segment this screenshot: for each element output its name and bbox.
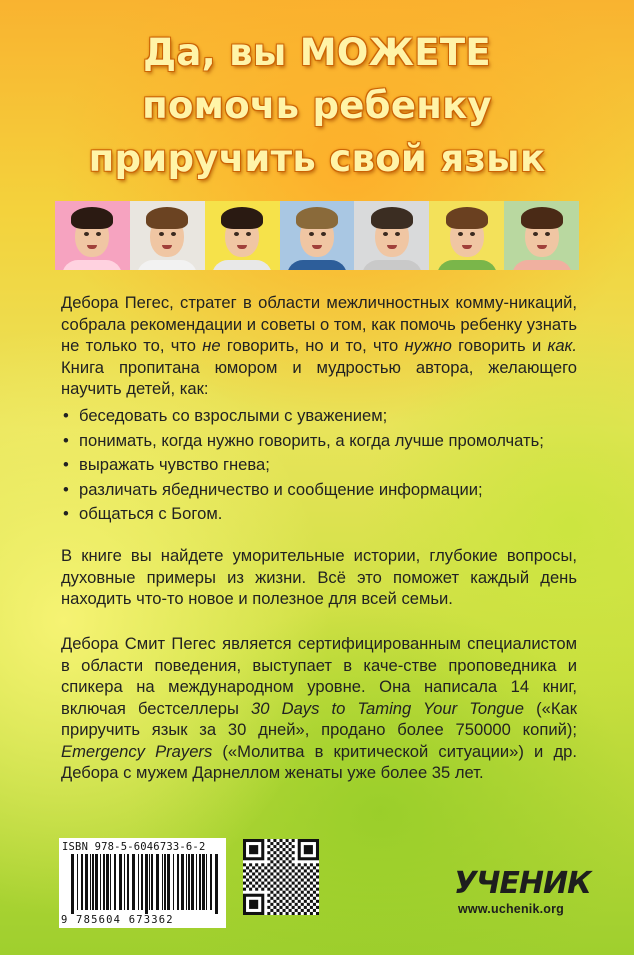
author-bio-paragraph	[61, 633, 577, 784]
barcode-digits: 9 785604 673362	[61, 914, 174, 926]
child-photo	[130, 201, 205, 270]
intro-emphasis-3: как.	[547, 336, 577, 355]
intro-text-4: Книга пропитана юмором и мудростью автора, желающего научить детей, как:	[61, 357, 577, 398]
intro-paragraph	[61, 292, 577, 400]
intro-text-2: говорить, но и то, что	[220, 336, 405, 355]
list-item: • беседовать со взрослыми с уважением;	[61, 405, 577, 427]
bio-book-title-1: 30 Days to Taming Your Tongue	[251, 698, 524, 718]
bio-text-1: Дебора Смит Пегес является сертифицированным специалистом в области поведения, выступает в каче-стве проповедника и спикера на международном уровне. Она написала 14 книг, включая бестселлеры	[61, 634, 577, 718]
qr-code-icon	[243, 839, 319, 915]
barcode-icon	[69, 854, 221, 914]
bio-text-2: («Как приручить язык за 30 дней», продано более 750000 копий);	[61, 698, 577, 739]
publisher-name: УЧЕНИК	[454, 866, 591, 901]
child-photo	[429, 201, 504, 270]
intro-emphasis-2: нужно	[404, 336, 452, 355]
bio-book-title-2: Emergency Prayers	[61, 741, 213, 761]
headline-line-3: приручить свой язык	[88, 137, 546, 180]
children-photo-strip	[55, 201, 579, 270]
child-photo	[354, 201, 429, 270]
child-photo	[504, 201, 579, 270]
child-photo	[280, 201, 355, 270]
intro-emphasis-1: не	[202, 336, 221, 355]
list-item: • общаться с Богом.	[61, 503, 577, 525]
isbn-number: ISBN 978-5-6046733-6-2	[62, 841, 206, 853]
intro-text-1: Дебора Пегес, стратег в области межличностных комму-никаций, собрала рекомендации и советы о том, как помочь ребенку узнать не только то, что	[61, 293, 577, 355]
intro-text-3: говорить и	[451, 336, 548, 355]
isbn-barcode-block	[59, 838, 226, 928]
skills-list	[61, 405, 577, 528]
headline-line-1: Да, вы МОЖЕТЕ	[143, 31, 491, 74]
publisher-url: www.uchenik.org	[458, 902, 565, 916]
headline-line-2: помочь ребенку	[142, 84, 492, 127]
cover-headline	[0, 26, 634, 185]
child-photo	[205, 201, 280, 270]
list-item: • различать ябедничество и сообщение информации;	[61, 479, 577, 501]
publisher-logo	[440, 868, 590, 918]
list-item: • понимать, когда нужно говорить, а когда лучше промолчать;	[61, 430, 577, 452]
book-content-paragraph: В книге вы найдете уморительные истории, глубокие вопросы, духовные примеры из жизни. Всё это поможет каждый день находить что-то новое и полезное для всей семьи.	[61, 546, 577, 608]
list-item: • выражать чувство гнева;	[61, 454, 577, 476]
child-photo	[55, 201, 130, 270]
bio-text-3: («Молитва в критической ситуации») и др. Дебора с мужем Дарнеллом женаты уже более 35 лет.	[61, 741, 577, 782]
